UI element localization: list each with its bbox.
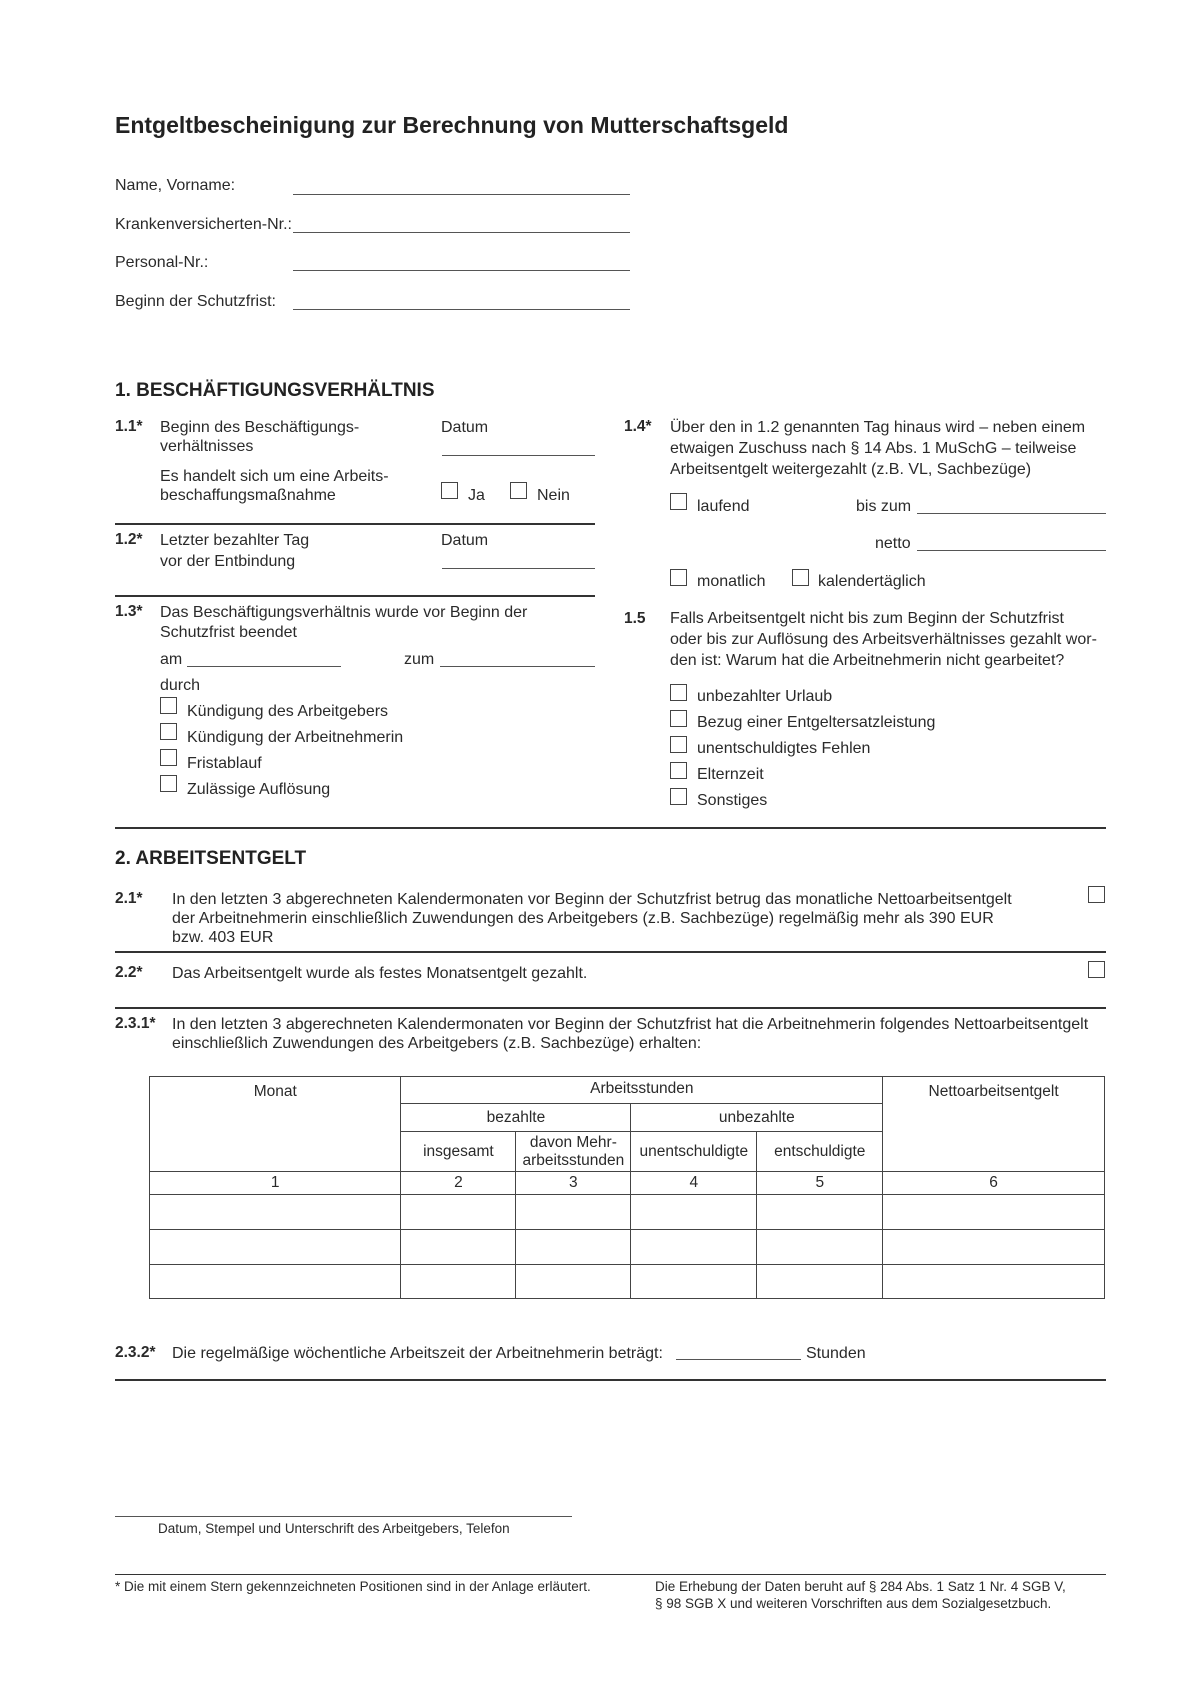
header-mehrarbeitsstunden bbox=[516, 1132, 631, 1172]
item-1-4-line3: Arbeitsentgelt weitergezahlt (z.B. VL, Sachbezüge) bbox=[670, 461, 1032, 478]
ja-label: Ja bbox=[468, 487, 485, 504]
header-bezahlte: bezahlte bbox=[401, 1104, 631, 1132]
header-nettoarbeitsentgelt: Nettoarbeitsentgelt bbox=[883, 1077, 1105, 1172]
personal-nr-field[interactable] bbox=[293, 270, 630, 271]
name-label: Name, Vorname: bbox=[115, 177, 236, 194]
table-cell[interactable] bbox=[150, 1230, 401, 1265]
table-cell[interactable] bbox=[757, 1230, 883, 1265]
divider bbox=[115, 595, 595, 597]
col-number: 4 bbox=[631, 1172, 757, 1195]
header-mehrarbeitsstunden-a: davon Mehr- bbox=[529, 1133, 617, 1151]
item-2-3-2-number: 2.3.2* bbox=[115, 1344, 156, 1361]
header-unbezahlte: unbezahlte bbox=[631, 1104, 883, 1132]
unbezahlter-urlaub-label: unbezahlter Urlaub bbox=[697, 688, 833, 705]
item-2-2-checkbox[interactable] bbox=[1088, 961, 1105, 978]
kuendigung-arbeitgeber-checkbox[interactable] bbox=[160, 697, 177, 714]
sonstiges-label: Sonstiges bbox=[697, 792, 768, 809]
elternzeit-label: Elternzeit bbox=[697, 766, 764, 783]
header-monat: Monat bbox=[150, 1077, 401, 1172]
footer-note-right-2: § 98 SGB X und weiteren Vorschriften aus dem Sozialgesetzbuch. bbox=[655, 1596, 1052, 1611]
zum-label: zum bbox=[404, 651, 435, 668]
table-cell[interactable] bbox=[401, 1195, 516, 1230]
kuendigung-arbeitnehmerin-label: Kündigung der Arbeitnehmerin bbox=[187, 729, 404, 746]
unentschuldigtes-fehlen-checkbox[interactable] bbox=[670, 736, 687, 753]
table-cell[interactable] bbox=[631, 1265, 757, 1299]
item-2-3-1-line1: In den letzten 3 abgerechneten Kalendermonaten vor Beginn der Schutzfrist hat die Arbeitnehmerin folgendes Nettoarbeitsentgelt bbox=[172, 1016, 1089, 1033]
fristablauf-label: Fristablauf bbox=[187, 755, 262, 772]
item-1-2-datum-field[interactable] bbox=[442, 568, 595, 569]
arbeitszeit-field[interactable] bbox=[676, 1359, 801, 1360]
bis-zum-field[interactable] bbox=[917, 513, 1106, 514]
col-number: 1 bbox=[150, 1172, 401, 1195]
table-cell[interactable] bbox=[516, 1230, 631, 1265]
table-cell[interactable] bbox=[516, 1265, 631, 1299]
item-1-3-label-a: Das Beschäftigungsverhältnis wurde vor Beginn der bbox=[160, 604, 528, 621]
kuendigung-arbeitgeber-label: Kündigung des Arbeitgebers bbox=[187, 703, 389, 720]
item-2-3-1-line2: einschließlich Zuwendungen des Arbeitgebers (z.B. Sachbezüge) erhalten: bbox=[172, 1035, 702, 1052]
col-number: 5 bbox=[757, 1172, 883, 1195]
table-cell[interactable] bbox=[757, 1195, 883, 1230]
kv-nr-field[interactable] bbox=[293, 232, 630, 233]
item-2-1-line2: der Arbeitnehmerin einschließlich Zuwendungen des Arbeitgebers (z.B. Sachbezüge) regelmäßig mehr als 390 EUR bbox=[172, 910, 994, 927]
table-row bbox=[150, 1230, 1105, 1265]
fristablauf-checkbox[interactable] bbox=[160, 749, 177, 766]
durch-label: durch bbox=[160, 677, 201, 694]
item-1-4-number: 1.4* bbox=[624, 418, 652, 435]
entgeltersatzleistung-label: Bezug einer Entgeltersatzleistung bbox=[697, 714, 936, 731]
divider bbox=[115, 951, 1106, 953]
item-1-1-datum-label: Datum bbox=[441, 419, 489, 436]
divider bbox=[115, 523, 595, 525]
item-1-1-label-a: Beginn des Beschäftigungs- bbox=[160, 419, 360, 436]
am-field[interactable] bbox=[187, 666, 341, 667]
item-2-1-line3: bzw. 403 EUR bbox=[172, 929, 274, 946]
item-2-1-line1: In den letzten 3 abgerechneten Kalendermonaten vor Beginn der Schutzfrist betrug das monatliche Nettoarbeitsentgelt bbox=[172, 891, 1012, 908]
item-1-1-question-b: beschaffungsmaßnahme bbox=[160, 487, 336, 504]
item-1-1-question-a: Es handelt sich um eine Arbeits- bbox=[160, 468, 389, 485]
schutzfrist-label: Beginn der Schutzfrist: bbox=[115, 293, 276, 310]
kalendertaeglich-label: kalendertäglich bbox=[818, 573, 926, 590]
header-entschuldigte: entschuldigte bbox=[757, 1132, 883, 1172]
table-cell[interactable] bbox=[757, 1265, 883, 1299]
netto-field[interactable] bbox=[917, 550, 1106, 551]
table-cell[interactable] bbox=[401, 1230, 516, 1265]
col-number: 6 bbox=[883, 1172, 1105, 1195]
zum-field[interactable] bbox=[440, 666, 595, 667]
item-1-5-line1: Falls Arbeitsentgelt nicht bis zum Beginn der Schutzfrist bbox=[670, 610, 1064, 627]
sonstiges-checkbox[interactable] bbox=[670, 788, 687, 805]
divider bbox=[115, 1379, 1106, 1381]
kuendigung-arbeitnehmerin-checkbox[interactable] bbox=[160, 723, 177, 740]
footer-note-left: * Die mit einem Stern gekennzeichneten Positionen sind in der Anlage erläutert. bbox=[115, 1579, 591, 1594]
table-cell[interactable] bbox=[883, 1195, 1105, 1230]
item-2-3-2-text: Die regelmäßige wöchentliche Arbeitszeit der Arbeitnehmerin beträgt: bbox=[172, 1345, 663, 1362]
item-2-3-1-number: 2.3.1* bbox=[115, 1015, 156, 1032]
item-2-1-checkbox[interactable] bbox=[1088, 886, 1105, 903]
item-1-5-line3: den ist: Warum hat die Arbeitnehmerin nicht gearbeitet? bbox=[670, 652, 1065, 669]
table-cell[interactable] bbox=[883, 1230, 1105, 1265]
item-2-1-number: 2.1* bbox=[115, 890, 143, 907]
table-cell[interactable] bbox=[401, 1265, 516, 1299]
monatlich-label: monatlich bbox=[697, 573, 766, 590]
laufend-checkbox[interactable] bbox=[670, 493, 687, 510]
unentschuldigtes-fehlen-label: unentschuldigtes Fehlen bbox=[697, 740, 871, 757]
item-1-4-line1: Über den in 1.2 genannten Tag hinaus wird – neben einem bbox=[670, 419, 1086, 436]
entgelt-table bbox=[149, 1076, 1105, 1299]
item-1-2-label-b: vor der Entbindung bbox=[160, 553, 296, 570]
item-1-5-line2: oder bis zur Auflösung des Arbeitsverhältnisses gezahlt wor- bbox=[670, 631, 1097, 648]
table-cell[interactable] bbox=[150, 1265, 401, 1299]
item-1-2-datum-label: Datum bbox=[441, 532, 489, 549]
header-unentschuldigte: unentschuldigte bbox=[631, 1132, 757, 1172]
footer-note-right-1: Die Erhebung der Daten beruht auf § 284 Abs. 1 Satz 1 Nr. 4 SGB V, bbox=[655, 1579, 1066, 1594]
zulaessige-aufloesung-label: Zulässige Auflösung bbox=[187, 781, 331, 798]
item-1-2-label-a: Letzter bezahlter Tag bbox=[160, 532, 310, 549]
laufend-label: laufend bbox=[697, 498, 750, 515]
item-1-1-datum-field[interactable] bbox=[442, 455, 595, 456]
item-1-2-number: 1.2* bbox=[115, 531, 143, 548]
page-title: Entgeltbescheinigung zur Berechnung von Mutterschaftsgeld bbox=[115, 112, 789, 138]
kalendertaeglich-checkbox[interactable] bbox=[792, 569, 809, 586]
item-1-4-line2: etwaigen Zuschuss nach § 14 Abs. 1 MuSchG – teilweise bbox=[670, 440, 1077, 457]
divider bbox=[115, 1007, 1106, 1009]
signature-line[interactable] bbox=[115, 1516, 572, 1517]
table-row bbox=[150, 1265, 1105, 1299]
table-row bbox=[150, 1195, 1105, 1230]
unbezahlter-urlaub-checkbox[interactable] bbox=[670, 684, 687, 701]
table-cell[interactable] bbox=[631, 1230, 757, 1265]
table-cell[interactable] bbox=[516, 1195, 631, 1230]
col-number: 2 bbox=[401, 1172, 516, 1195]
zulaessige-aufloesung-checkbox[interactable] bbox=[160, 775, 177, 792]
section1-heading: 1. BESCHÄFTIGUNGSVERHÄLTNIS bbox=[115, 380, 435, 401]
footer-divider bbox=[115, 1574, 1106, 1575]
item-1-3-label-b: Schutzfrist beendet bbox=[160, 624, 297, 641]
kv-nr-label: Krankenversicherten-Nr.: bbox=[115, 216, 292, 233]
table-cell[interactable] bbox=[883, 1265, 1105, 1299]
table-cell[interactable] bbox=[150, 1195, 401, 1230]
section2-heading: 2. ARBEITSENTGELT bbox=[115, 848, 307, 869]
ja-checkbox[interactable] bbox=[441, 482, 458, 499]
header-arbeitsstunden: Arbeitsstunden bbox=[401, 1077, 883, 1104]
divider bbox=[115, 827, 1106, 829]
elternzeit-checkbox[interactable] bbox=[670, 762, 687, 779]
personal-nr-label: Personal-Nr.: bbox=[115, 254, 209, 271]
col-number: 3 bbox=[516, 1172, 631, 1195]
nein-checkbox[interactable] bbox=[510, 482, 527, 499]
item-2-2-line1: Das Arbeitsentgelt wurde als festes Monatsentgelt gezahlt. bbox=[172, 965, 588, 982]
stunden-label: Stunden bbox=[806, 1345, 866, 1362]
item-1-3-number: 1.3* bbox=[115, 603, 143, 620]
nein-label: Nein bbox=[537, 487, 570, 504]
signature-label: Datum, Stempel und Unterschrift des Arbeitgebers, Telefon bbox=[158, 1521, 510, 1536]
name-field[interactable] bbox=[293, 194, 630, 195]
item-2-2-number: 2.2* bbox=[115, 964, 143, 981]
netto-label: netto bbox=[875, 535, 911, 552]
item-1-1-label-b: verhältnisses bbox=[160, 438, 254, 455]
bis-zum-label: bis zum bbox=[856, 498, 912, 515]
header-mehrarbeitsstunden-b: arbeitsstunden bbox=[522, 1151, 625, 1169]
schutzfrist-field[interactable] bbox=[293, 309, 630, 310]
item-1-1-number: 1.1* bbox=[115, 418, 143, 435]
entgeltersatzleistung-checkbox[interactable] bbox=[670, 710, 687, 727]
am-label: am bbox=[160, 651, 183, 668]
item-1-5-number: 1.5 bbox=[624, 610, 646, 627]
monatlich-checkbox[interactable] bbox=[670, 569, 687, 586]
header-insgesamt: insgesamt bbox=[401, 1132, 516, 1172]
table-cell[interactable] bbox=[631, 1195, 757, 1230]
